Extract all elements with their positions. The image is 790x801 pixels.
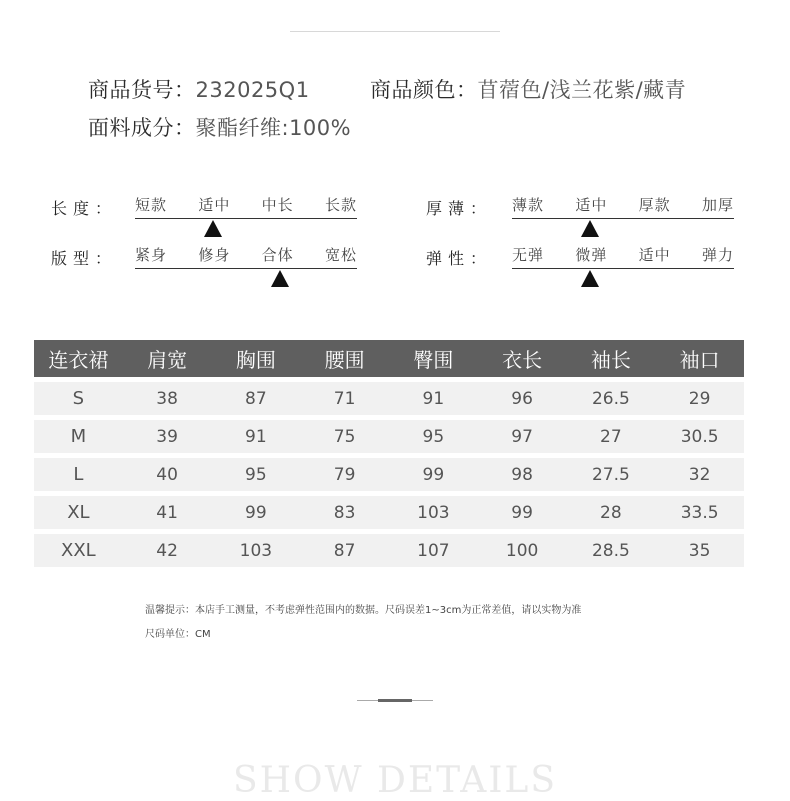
table-cell: 35: [688, 540, 711, 561]
thickness-option: 适中: [575, 196, 608, 214]
table-cell: 91: [422, 388, 445, 409]
fit-option: 紧身: [135, 246, 168, 264]
color-value: 苜蓿色/浅兰花紫/藏青: [477, 78, 687, 102]
elasticity-label: 弹性：: [426, 249, 493, 268]
header-cell: 臀围: [413, 348, 454, 372]
table-cell: 96: [511, 388, 533, 409]
table-cell: 95: [422, 426, 445, 447]
color-label: 商品颜色：: [370, 78, 478, 102]
table-row: [34, 382, 744, 415]
length-indicator-icon: [204, 220, 222, 237]
sku-info: [88, 74, 310, 104]
table-cell: 107: [417, 540, 450, 561]
color-info: [370, 74, 686, 104]
elasticity-option: 无弹: [512, 246, 545, 264]
table-cell: M: [70, 426, 87, 447]
table-cell: L: [73, 464, 84, 485]
elasticity-option: 适中: [638, 246, 671, 264]
table-row: [34, 458, 744, 491]
table-cell: 79: [333, 464, 356, 485]
header-cell: 衣长: [502, 348, 543, 372]
fit-option: 合体: [261, 246, 294, 264]
table-cell: 28: [600, 502, 622, 523]
thickness-option: 厚款: [638, 196, 671, 214]
table-cell: XXL: [61, 540, 96, 561]
thickness-indicator-icon: [581, 220, 599, 237]
length-scale: [135, 194, 357, 219]
header-cell: 连衣裙: [48, 348, 109, 372]
table-cell: 42: [156, 540, 178, 561]
fabric-info: [88, 112, 351, 142]
table-cell: 87: [245, 388, 267, 409]
measurement-tip: 温馨提示：本店手工测量，不考虑弹性范围内的数据。尺码误差1~3cm为正常差值，请以实物为准: [145, 605, 582, 616]
table-cell: XL: [67, 502, 90, 523]
table-cell: S: [72, 388, 85, 409]
top-divider: [290, 31, 500, 32]
table-cell: 99: [511, 502, 533, 523]
table-cell: 83: [333, 502, 356, 523]
table-cell: 71: [333, 388, 356, 409]
sku-label: 商品货号：: [88, 78, 196, 102]
table-cell: 41: [156, 502, 178, 523]
table-cell: 27: [600, 426, 622, 447]
table-cell: 27.5: [591, 464, 630, 485]
size-table: [34, 340, 744, 567]
elasticity-scale: [512, 244, 734, 269]
fit-scale: [135, 244, 357, 269]
fit-indicator-icon: [271, 270, 289, 287]
table-cell: 26.5: [591, 388, 630, 409]
table-cell: 29: [688, 388, 711, 409]
table-cell: 98: [511, 464, 533, 485]
table-cell: 40: [156, 464, 178, 485]
elasticity-option: 微弹: [575, 246, 608, 264]
table-cell: 91: [245, 426, 267, 447]
header-cell: 袖长: [590, 348, 631, 372]
fit-option: 修身: [198, 246, 231, 264]
length-label: 长度：: [51, 199, 118, 218]
fabric-value: 聚酯纤维:100%: [195, 116, 352, 140]
length-option: 适中: [198, 196, 231, 214]
section-divider-accent: [378, 699, 412, 702]
size-unit-note: 尺码单位：CM: [145, 629, 211, 640]
elasticity-indicator-icon: [581, 270, 599, 287]
length-option: 长款: [324, 196, 357, 214]
thickness-option: 薄款: [512, 196, 545, 214]
fabric-label: 面料成分：: [88, 116, 196, 140]
table-cell: 39: [156, 426, 178, 447]
table-cell: 99: [422, 464, 445, 485]
section-title: SHOW DETAILS: [233, 760, 557, 801]
table-row: [34, 420, 744, 453]
table-cell: 100: [505, 540, 539, 561]
table-cell: 97: [511, 426, 533, 447]
sku-value: 232025Q1: [195, 78, 310, 102]
thickness-scale: [512, 194, 734, 219]
fit-label: 版型：: [51, 249, 118, 268]
table-header: [34, 340, 744, 377]
table-cell: 87: [333, 540, 356, 561]
table-cell: 103: [239, 540, 273, 561]
length-option: 短款: [135, 196, 168, 214]
header-cell: 胸围: [235, 348, 276, 372]
header-cell: 腰围: [324, 348, 365, 372]
length-option: 中长: [261, 196, 294, 214]
table-cell: 103: [417, 502, 450, 523]
thickness-label: 厚薄：: [426, 199, 493, 218]
table-cell: 75: [333, 426, 356, 447]
table-cell: 38: [156, 388, 178, 409]
table-cell: 95: [245, 464, 267, 485]
elasticity-option: 弹力: [701, 246, 734, 264]
thickness-option: 加厚: [701, 196, 734, 214]
header-cell: 肩宽: [147, 348, 188, 372]
header-cell: 袖口: [679, 348, 720, 372]
table-cell: 28.5: [591, 540, 630, 561]
table-cell: 99: [245, 502, 267, 523]
table-row: [34, 534, 744, 567]
table-cell: 33.5: [680, 502, 719, 523]
table-cell: 32: [688, 464, 711, 485]
table-cell: 30.5: [680, 426, 719, 447]
table-row: [34, 496, 744, 529]
fit-option: 宽松: [324, 246, 357, 264]
